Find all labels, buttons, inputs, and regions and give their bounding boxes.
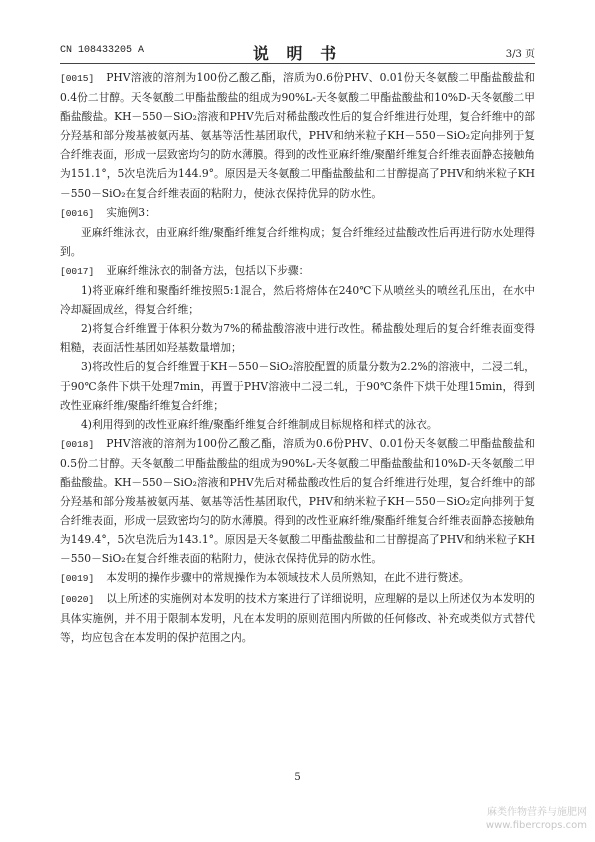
step-2 xyxy=(60,319,535,357)
paragraph-text: 3)将改性后的复合纤维置于KH－550－SiO₂溶胶配置的质量分数为2.2%的溶液中，二浸二轧，于90℃条件下烘干处理7min，再置于PHV溶液中二浸二轧，于90℃条件下烘干处理15min，得到改性亚麻纤维/聚酯纤维复合纤维； xyxy=(60,360,535,412)
paragraph-text: PHV溶液的溶剂为100份乙酸乙酯，溶质为0.6份PHV、0.01份天冬氨酸二甲酯盐酸盐和0.4份二甘醇。天冬氨酸二甲酯盐酸盐的组成为90%L-天冬氨酸二甲酯盐酸盐和10%D-天冬氨酸二甲酯盐酸盐。KH－550－SiO₂溶液和PHV先后对稀盐酸改性后的复合纤维进行处理，复合纤维中的部分羟基和部分羧基被氨丙基、氨基等活性基团取代，PHV和纳米粒子KH－550－SiO₂定向排列于复合纤维表面，形成一层致密均匀的防水薄膜。得到的改性亚麻纤维/聚醋纤维复合纤维表面静态接触角为151.1°，5次皂洗后为144.9°。原因是天冬氨酸二甲酯盐酸盐和二甘醇提高了PHV和纳米粒子KH－550－SiO₂在复合纤维表面的粘附力，使泳衣保持优异的防水性。 xyxy=(60,71,535,200)
paragraph-number: [0020] xyxy=(60,593,95,605)
page-title: 说 明 书 xyxy=(252,44,343,63)
paragraph-text: 本发明的操作步骤中的常规操作为本领域技术人员所熟知，在此不进行赘述。 xyxy=(106,571,470,585)
paragraph-0017 xyxy=(60,261,535,281)
paragraph-0019 xyxy=(60,568,535,588)
site-watermark xyxy=(437,806,587,832)
paragraph-text: 2)将复合纤维置于体积分数为7%的稀盐酸溶液中进行改性。稀盐酸处理后的复合纤维表面变得粗糙，表面活性基团如羟基数量增加； xyxy=(60,322,535,355)
watermark-site-name: 麻类作物营养与施肥网 xyxy=(487,807,587,818)
paragraph-body xyxy=(60,223,535,261)
document-number: CN 108433205 A xyxy=(60,45,145,56)
paragraph-text: 以上所述的实施例对本发明的技术方案进行了详细说明，应理解的是以上所述仅为本发明的具体实施例，并不用于限制本发明，凡在本发明的原则范围内所做的任何修改、补充或类似方式替代等，均应包含在本发明的保护范围之内。 xyxy=(60,591,535,644)
paragraph-number: [0017] xyxy=(60,265,95,277)
paragraph-number: [0019] xyxy=(60,573,95,585)
page-header xyxy=(60,41,535,61)
paragraph-0020 xyxy=(60,589,535,647)
step-4 xyxy=(60,415,535,434)
paragraph-0015 xyxy=(60,68,535,203)
paragraph-text: 实施例3： xyxy=(106,205,156,219)
paragraph-text: 1)将亚麻纤维和聚酯纤维按照5:1混合，然后将熔体在240℃下从喷丝头的喷丝孔压出，在水中冷却凝固成丝，得复合纤维； xyxy=(60,284,535,317)
step-1 xyxy=(60,281,535,319)
paragraph-text: 4)利用得到的改性亚麻纤维/聚酯纤维复合纤维制成目标规格和样式的泳衣。 xyxy=(81,417,438,431)
page-count: 3/3 页 xyxy=(505,49,535,60)
paragraph-0018 xyxy=(60,434,535,569)
paragraph-text: 亚麻纤维泳衣的制备方法，包括以下步骤： xyxy=(106,263,310,277)
header-divider xyxy=(60,63,535,64)
document-body xyxy=(60,68,535,647)
paragraph-0016 xyxy=(60,203,535,223)
page-number: 5 xyxy=(294,772,301,783)
paragraph-number: [0015] xyxy=(60,73,95,84)
paragraph-text: 亚麻纤维泳衣，由亚麻纤维/聚酯纤维复合纤维构成；复合纤维经过盐酸改性后再进行防水处理得到。 xyxy=(60,225,535,258)
watermark-url: www.fibercrops.com xyxy=(485,820,587,831)
paragraph-text: PHV溶液的溶剂为100份乙酸乙酯，溶质为0.6份PHV、0.01份天冬氨酸二甲酯盐酸盐和0.5份二甘醇。天冬氨酸二甲酯盐酸盐的组成为90%L-天冬氨酸二甲酯盐酸盐和10%D-天冬氨酸二甲酯盐酸盐。KH－550－SiO₂溶液和PHV先后对稀盐酸改性后的复合纤维进行处理，复合纤维中的部分羟基和部分羧基被氨丙基、氨基等活性基团取代，PHV和纳米粒子KH－550－SiO₂定向排列于复合纤维表面，形成一层致密均匀的防水薄膜。得到的改性亚麻纤维/聚酯纤维复合纤维表面静态接触角为149.4°，5次皂洗后为143.1°。原因是天冬氨酸二甲酯盐酸盐和二甘醇提高了PHV和纳米粒子KH－550－SiO₂在复合纤维表面的粘附力，使泳衣保持优异的防水性。 xyxy=(60,436,535,566)
paragraph-number: [0018] xyxy=(60,438,95,450)
step-3 xyxy=(60,357,535,414)
paragraph-number: [0016] xyxy=(60,207,95,219)
